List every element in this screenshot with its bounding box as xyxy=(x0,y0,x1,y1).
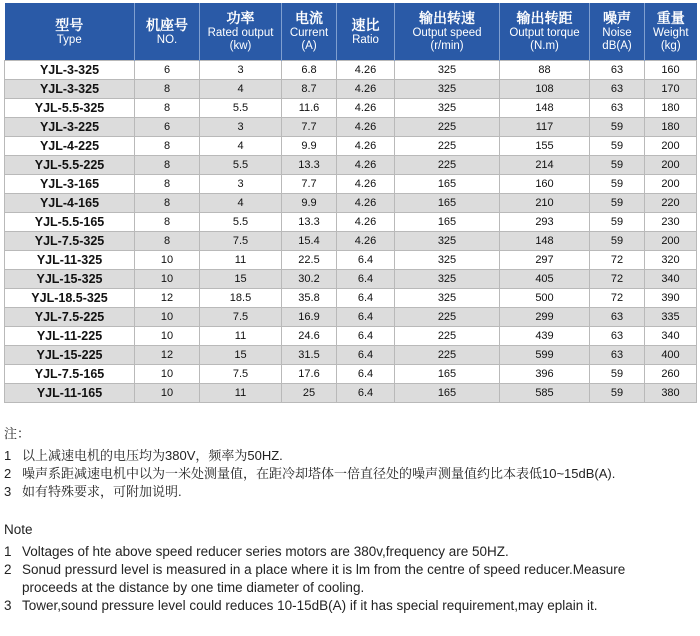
cell-noise: 72 xyxy=(590,289,645,308)
cell-output-torque: 405 xyxy=(500,270,590,289)
cell-weight: 340 xyxy=(645,270,697,289)
cell-current: 15.4 xyxy=(282,232,337,251)
note-text: Voltages of hte above speed reducer series motors are 380v,frequency are 50HZ. xyxy=(22,544,509,559)
cell-weight: 380 xyxy=(645,384,697,403)
cell-current: 16.9 xyxy=(282,308,337,327)
cell-rated-output: 15 xyxy=(200,346,282,365)
cell-output-speed: 165 xyxy=(395,175,500,194)
cell-current: 13.3 xyxy=(282,213,337,232)
cell-output-speed: 325 xyxy=(395,251,500,270)
header-label-zh: 输出转速 xyxy=(419,10,475,26)
cell-noise: 59 xyxy=(590,365,645,384)
note-text: 如有特殊要求，可附加说明. xyxy=(22,484,182,499)
cell-machine-base-no: 12 xyxy=(135,346,200,365)
cell-type: YJL-11-325 xyxy=(5,251,135,270)
cell-machine-base-no: 8 xyxy=(135,213,200,232)
cell-output-torque: 160 xyxy=(500,175,590,194)
cell-current: 17.6 xyxy=(282,365,337,384)
cell-output-speed: 225 xyxy=(395,118,500,137)
column-header-machine-base-no xyxy=(135,3,200,61)
cell-type: YJL-5.5-165 xyxy=(5,213,135,232)
cell-type: YJL-3-325 xyxy=(5,80,135,99)
cell-noise: 59 xyxy=(590,384,645,403)
cell-current: 9.9 xyxy=(282,194,337,213)
table-row xyxy=(5,80,697,99)
cell-current: 25 xyxy=(282,384,337,403)
cell-type: YJL-15-225 xyxy=(5,346,135,365)
column-header-output-torque xyxy=(500,3,590,61)
cell-machine-base-no: 10 xyxy=(135,365,200,384)
cell-type: YJL-3-165 xyxy=(5,175,135,194)
cell-machine-base-no: 8 xyxy=(135,194,200,213)
column-header-output-speed xyxy=(395,3,500,61)
note-number: 2 xyxy=(4,466,12,481)
cell-machine-base-no: 8 xyxy=(135,137,200,156)
cell-noise: 72 xyxy=(590,251,645,270)
cell-ratio: 6.4 xyxy=(337,308,395,327)
cell-weight: 200 xyxy=(645,137,697,156)
table-row xyxy=(5,61,697,80)
cell-noise: 59 xyxy=(590,232,645,251)
note-continuation: proceeds at the distance by one time diameter of cooling. xyxy=(22,580,365,595)
cell-rated-output: 3 xyxy=(200,61,282,80)
cell-output-torque: 214 xyxy=(500,156,590,175)
cell-output-speed: 325 xyxy=(395,99,500,118)
cell-weight: 200 xyxy=(645,232,697,251)
notes-en-title: Note xyxy=(4,522,33,537)
cell-ratio: 6.4 xyxy=(337,251,395,270)
cell-rated-output: 4 xyxy=(200,80,282,99)
cell-output-torque: 88 xyxy=(500,61,590,80)
cell-machine-base-no: 8 xyxy=(135,175,200,194)
cell-rated-output: 18.5 xyxy=(200,289,282,308)
note-text: Sonud pressurd level is measured in a place where it is lm from the centre of speed reducer.Measure xyxy=(22,562,626,577)
note-zh-item xyxy=(4,465,615,483)
cell-rated-output: 11 xyxy=(200,384,282,403)
cell-type: YJL-4-225 xyxy=(5,137,135,156)
cell-current: 7.7 xyxy=(282,118,337,137)
cell-ratio: 4.26 xyxy=(337,175,395,194)
header-unit: (kg) xyxy=(660,40,681,52)
header-label-zh: 型号 xyxy=(55,16,84,33)
table-row xyxy=(5,251,697,270)
cell-noise: 59 xyxy=(590,118,645,137)
cell-ratio: 6.4 xyxy=(337,346,395,365)
cell-output-speed: 325 xyxy=(395,80,500,99)
cell-noise: 63 xyxy=(590,61,645,80)
cell-noise: 59 xyxy=(590,213,645,232)
cell-noise: 59 xyxy=(590,175,645,194)
cell-type: YJL-7.5-165 xyxy=(5,365,135,384)
cell-output-speed: 325 xyxy=(395,289,500,308)
cell-output-torque: 297 xyxy=(500,251,590,270)
note-en-item xyxy=(4,561,625,579)
cell-type: YJL-7.5-225 xyxy=(5,308,135,327)
table-row xyxy=(5,270,697,289)
column-header-type xyxy=(5,3,135,61)
cell-output-speed: 165 xyxy=(395,213,500,232)
note-number: 3 xyxy=(4,484,12,499)
cell-output-speed: 225 xyxy=(395,346,500,365)
cell-output-torque: 148 xyxy=(500,99,590,118)
note-number: 1 xyxy=(4,544,12,559)
cell-current: 9.9 xyxy=(282,137,337,156)
header-label-en: Current xyxy=(289,27,329,39)
cell-rated-output: 11 xyxy=(200,327,282,346)
table-row xyxy=(5,346,697,365)
cell-ratio: 4.26 xyxy=(337,156,395,175)
cell-rated-output: 15 xyxy=(200,270,282,289)
cell-weight: 390 xyxy=(645,289,697,308)
table-row xyxy=(5,327,697,346)
cell-rated-output: 4 xyxy=(200,194,282,213)
header-unit: (N.m) xyxy=(530,40,559,52)
cell-weight: 180 xyxy=(645,118,697,137)
column-header-rated-output xyxy=(200,3,282,61)
cell-output-torque: 500 xyxy=(500,289,590,308)
cell-weight: 400 xyxy=(645,346,697,365)
header-label-zh: 机座号 xyxy=(146,16,188,33)
cell-output-speed: 225 xyxy=(395,137,500,156)
cell-current: 35.8 xyxy=(282,289,337,308)
cell-rated-output: 11 xyxy=(200,251,282,270)
cell-ratio: 4.26 xyxy=(337,232,395,251)
cell-machine-base-no: 10 xyxy=(135,327,200,346)
cell-output-speed: 325 xyxy=(395,270,500,289)
cell-ratio: 4.26 xyxy=(337,194,395,213)
cell-machine-base-no: 10 xyxy=(135,308,200,327)
cell-noise: 59 xyxy=(590,194,645,213)
notes-zh-title: 注： xyxy=(4,426,31,441)
cell-machine-base-no: 12 xyxy=(135,289,200,308)
cell-ratio: 4.26 xyxy=(337,213,395,232)
cell-output-torque: 396 xyxy=(500,365,590,384)
note-number: 1 xyxy=(4,448,12,463)
cell-ratio: 4.26 xyxy=(337,118,395,137)
cell-output-speed: 325 xyxy=(395,232,500,251)
cell-rated-output: 5.5 xyxy=(200,213,282,232)
table-row xyxy=(5,213,697,232)
cell-weight: 220 xyxy=(645,194,697,213)
cell-current: 7.7 xyxy=(282,175,337,194)
header-label-zh: 重量 xyxy=(656,10,685,26)
cell-noise: 63 xyxy=(590,99,645,118)
cell-output-speed: 325 xyxy=(395,61,500,80)
header-label-en: NO. xyxy=(156,33,178,46)
cell-ratio: 6.4 xyxy=(337,289,395,308)
cell-output-torque: 299 xyxy=(500,308,590,327)
cell-machine-base-no: 8 xyxy=(135,156,200,175)
header-label-zh: 噪声 xyxy=(603,10,631,26)
cell-rated-output: 3 xyxy=(200,175,282,194)
cell-type: YJL-5.5-325 xyxy=(5,99,135,118)
cell-weight: 160 xyxy=(645,61,697,80)
note-en-item xyxy=(4,543,625,561)
cell-weight: 340 xyxy=(645,327,697,346)
cell-current: 11.6 xyxy=(282,99,337,118)
header-label-en: Ratio xyxy=(352,33,379,46)
cell-output-torque: 585 xyxy=(500,384,590,403)
cell-output-torque: 210 xyxy=(500,194,590,213)
cell-machine-base-no: 8 xyxy=(135,80,200,99)
header-unit: (r/min) xyxy=(430,40,464,52)
cell-weight: 200 xyxy=(645,175,697,194)
cell-machine-base-no: 8 xyxy=(135,232,200,251)
table-row xyxy=(5,156,697,175)
cell-output-torque: 117 xyxy=(500,118,590,137)
cell-type: YJL-3-325 xyxy=(5,61,135,80)
cell-rated-output: 5.5 xyxy=(200,156,282,175)
cell-rated-output: 7.5 xyxy=(200,365,282,384)
note-zh-item xyxy=(4,447,615,465)
cell-current: 22.5 xyxy=(282,251,337,270)
cell-machine-base-no: 10 xyxy=(135,384,200,403)
cell-ratio: 6.4 xyxy=(337,384,395,403)
cell-output-speed: 225 xyxy=(395,308,500,327)
cell-ratio: 4.26 xyxy=(337,99,395,118)
cell-output-speed: 165 xyxy=(395,384,500,403)
table-row xyxy=(5,194,697,213)
cell-output-torque: 148 xyxy=(500,232,590,251)
header-label-en: Type xyxy=(56,33,82,46)
cell-weight: 320 xyxy=(645,251,697,270)
cell-rated-output: 3 xyxy=(200,118,282,137)
column-header-current xyxy=(282,3,337,61)
cell-output-torque: 293 xyxy=(500,213,590,232)
cell-type: YJL-5.5-225 xyxy=(5,156,135,175)
cell-ratio: 6.4 xyxy=(337,365,395,384)
cell-output-torque: 599 xyxy=(500,346,590,365)
note-text: 以上减速电机的电压均为380V，频率为50HZ. xyxy=(22,448,283,463)
cell-weight: 335 xyxy=(645,308,697,327)
cell-current: 31.5 xyxy=(282,346,337,365)
cell-weight: 260 xyxy=(645,365,697,384)
spec-table xyxy=(4,3,697,403)
notes-chinese xyxy=(4,425,615,501)
cell-noise: 59 xyxy=(590,156,645,175)
cell-noise: 72 xyxy=(590,270,645,289)
note-en-item xyxy=(4,597,625,615)
cell-machine-base-no: 8 xyxy=(135,99,200,118)
table-row xyxy=(5,175,697,194)
cell-type: YJL-18.5-325 xyxy=(5,289,135,308)
table-row xyxy=(5,365,697,384)
table-row xyxy=(5,289,697,308)
cell-ratio: 4.26 xyxy=(337,61,395,80)
table-body xyxy=(5,61,697,403)
table-row xyxy=(5,118,697,137)
cell-output-torque: 439 xyxy=(500,327,590,346)
cell-machine-base-no: 6 xyxy=(135,118,200,137)
cell-machine-base-no: 10 xyxy=(135,270,200,289)
column-header-ratio xyxy=(337,3,395,61)
cell-type: YJL-7.5-325 xyxy=(5,232,135,251)
header-label-en: Weight xyxy=(652,27,689,39)
cell-noise: 63 xyxy=(590,80,645,99)
table-row xyxy=(5,137,697,156)
header-label-zh: 速比 xyxy=(351,16,380,33)
note-text: Tower,sound pressure level could reduces 10-15dB(A) if it has special requirement,may eplain it. xyxy=(22,598,598,613)
cell-type: YJL-15-325 xyxy=(5,270,135,289)
cell-type: YJL-3-225 xyxy=(5,118,135,137)
header-label-en: Output torque xyxy=(509,27,580,39)
table-row xyxy=(5,308,697,327)
cell-weight: 180 xyxy=(645,99,697,118)
table-row xyxy=(5,384,697,403)
cell-output-torque: 155 xyxy=(500,137,590,156)
cell-rated-output: 7.5 xyxy=(200,308,282,327)
header-label-en: Output speed xyxy=(412,27,482,39)
cell-current: 8.7 xyxy=(282,80,337,99)
header-label-en: Rated output xyxy=(207,27,274,39)
cell-rated-output: 7.5 xyxy=(200,232,282,251)
cell-output-torque: 108 xyxy=(500,80,590,99)
cell-output-speed: 165 xyxy=(395,194,500,213)
cell-output-speed: 225 xyxy=(395,327,500,346)
cell-type: YJL-11-165 xyxy=(5,384,135,403)
cell-ratio: 4.26 xyxy=(337,80,395,99)
cell-output-speed: 225 xyxy=(395,156,500,175)
cell-current: 13.3 xyxy=(282,156,337,175)
cell-ratio: 4.26 xyxy=(337,137,395,156)
cell-weight: 200 xyxy=(645,156,697,175)
table-row xyxy=(5,232,697,251)
header-unit: (A) xyxy=(301,40,317,52)
cell-weight: 170 xyxy=(645,80,697,99)
table-header-row xyxy=(5,3,697,61)
note-zh-item xyxy=(4,483,615,501)
note-number: 2 xyxy=(4,562,12,577)
cell-rated-output: 4 xyxy=(200,137,282,156)
cell-noise: 63 xyxy=(590,327,645,346)
header-label-en: Noise xyxy=(602,27,632,39)
cell-output-speed: 165 xyxy=(395,365,500,384)
header-label-zh: 电流 xyxy=(295,10,323,26)
cell-current: 24.6 xyxy=(282,327,337,346)
header-unit: (kw) xyxy=(229,40,252,52)
note-number: 3 xyxy=(4,598,12,613)
header-label-zh: 功率 xyxy=(226,10,255,26)
header-unit: dB(A) xyxy=(602,40,632,52)
column-header-weight xyxy=(645,3,697,61)
header-label-zh: 输出转距 xyxy=(516,10,573,26)
notes-english xyxy=(4,521,625,615)
cell-noise: 63 xyxy=(590,346,645,365)
cell-noise: 63 xyxy=(590,308,645,327)
cell-rated-output: 5.5 xyxy=(200,99,282,118)
cell-noise: 59 xyxy=(590,137,645,156)
cell-weight: 230 xyxy=(645,213,697,232)
cell-machine-base-no: 10 xyxy=(135,251,200,270)
cell-ratio: 6.4 xyxy=(337,327,395,346)
cell-current: 6.8 xyxy=(282,61,337,80)
cell-machine-base-no: 6 xyxy=(135,61,200,80)
column-header-noise xyxy=(590,3,645,61)
cell-type: YJL-4-165 xyxy=(5,194,135,213)
cell-current: 30.2 xyxy=(282,270,337,289)
cell-type: YJL-11-225 xyxy=(5,327,135,346)
cell-ratio: 6.4 xyxy=(337,270,395,289)
table-row xyxy=(5,99,697,118)
note-text: 噪声系距减速电机中以为一米处测量值，在距冷却塔体一倍直径处的噪声测量值约比本表低10~15dB(A). xyxy=(22,466,616,481)
